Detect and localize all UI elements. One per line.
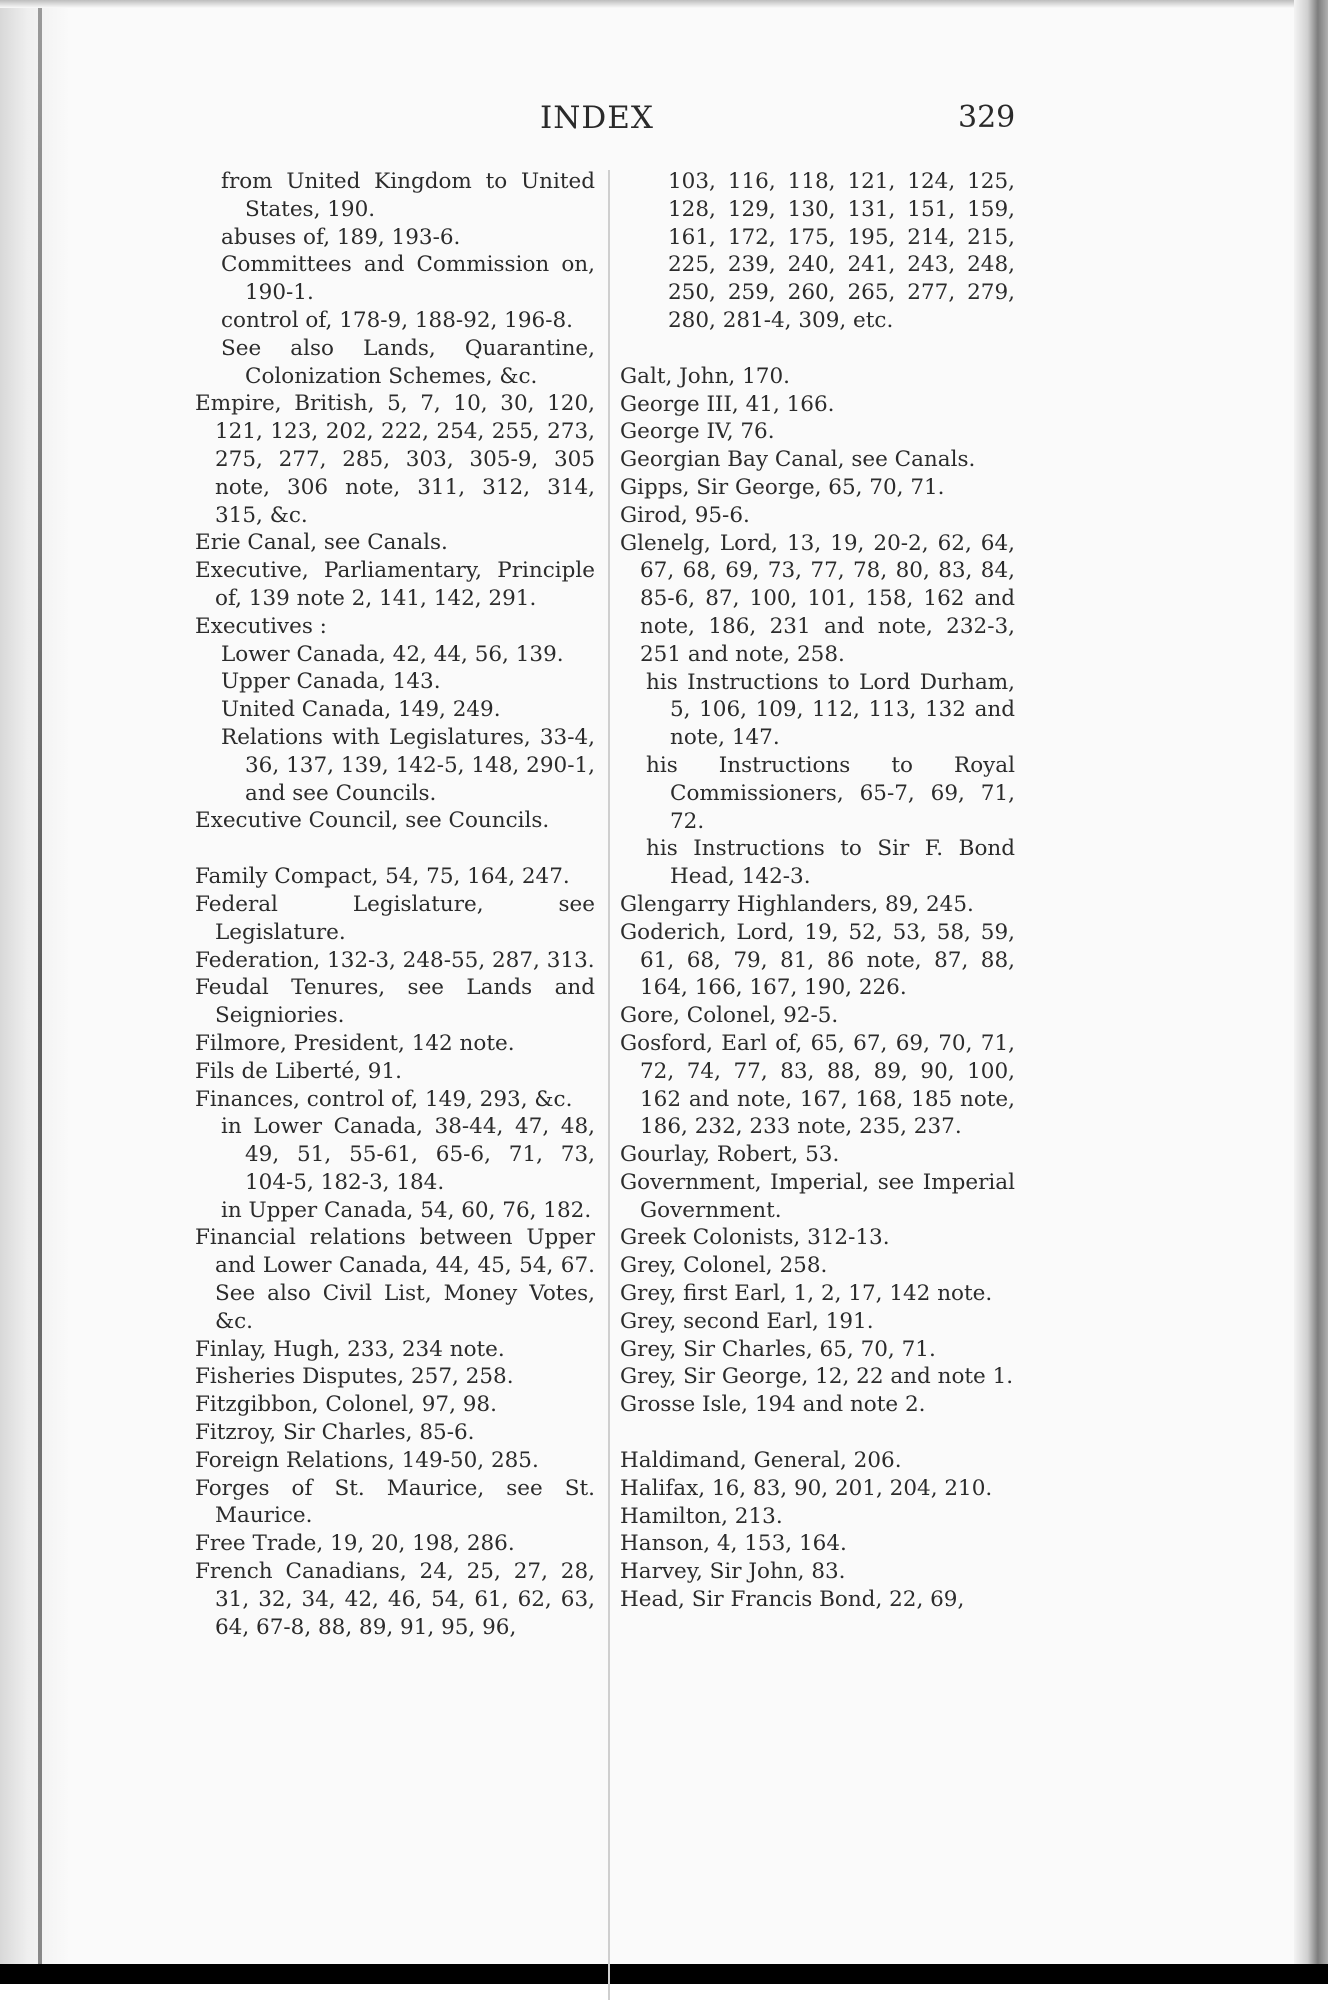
index-entry: Grey, first Earl, 1, 2, 17, 142 note.	[620, 1281, 993, 1307]
index-entry: Executive Council, see Councils.	[195, 808, 550, 834]
index-entry: Greek Colonists, 312-13.	[620, 1225, 890, 1251]
index-subentry: Committees and Commission on, 190-1.	[221, 252, 595, 306]
page-right-edge	[1294, 0, 1328, 1984]
index-entry: Grey, Sir George, 12, 22 and note 1.	[620, 1364, 1014, 1390]
book-gutter-line	[38, 0, 42, 1984]
book-spine-shadow	[0, 0, 70, 1984]
index-entry: Gosford, Earl of, 65, 67, 69, 70, 71, 72, 74, 77, 83, 88, 89, 90, 100, 162 and note, 167, 168, 185 note, 186, 232, 233 note, 235, 237.	[620, 1030, 1015, 1140]
index-section-gap	[195, 835, 595, 863]
index-entry: Filmore, President, 142 note.	[195, 1030, 515, 1056]
index-entry: Executives :	[195, 613, 327, 639]
index-entry: Fisheries Disputes, 257, 258.	[195, 1364, 514, 1390]
index-entry: George IV, 76.	[620, 419, 775, 445]
index-section-gap	[620, 1419, 1015, 1447]
index-entry: Hamilton, 213.	[620, 1503, 783, 1529]
index-column-left	[195, 168, 595, 1641]
index-entry: Grey, Sir Charles, 65, 70, 71.	[620, 1336, 936, 1362]
index-entry: Goderich, Lord, 19, 52, 53, 58, 59, 61, 68, 79, 81, 86 note, 87, 88, 164, 166, 167, 190, 226.	[620, 919, 1015, 1001]
index-entry: Gore, Colonel, 92-5.	[620, 1003, 839, 1029]
index-entry: Gipps, Sir George, 65, 70, 71.	[620, 474, 945, 500]
index-entry: Head, Sir Francis Bond, 22, 69,	[620, 1587, 965, 1613]
index-entry: Georgian Bay Canal, see Canals.	[620, 447, 976, 473]
index-entry: French Canadians, 24, 25, 27, 28, 31, 32, 34, 42, 46, 54, 61, 62, 63, 64, 67-8, 88, 89, 91, 95, 96,	[195, 1559, 595, 1640]
index-entry: Fitzgibbon, Colonel, 97, 98.	[195, 1392, 497, 1418]
index-entry: Grosse Isle, 194 and note 2.	[620, 1392, 926, 1418]
page-number: 329	[958, 100, 1016, 135]
index-entry: Haldimand, General, 206.	[620, 1448, 902, 1474]
index-entry: Family Compact, 54, 75, 164, 247.	[195, 864, 570, 890]
index-subentry: in Upper Canada, 54, 60, 76, 182.	[221, 1197, 592, 1223]
page-bottom-edge	[0, 1964, 1328, 1984]
page-top-edge	[0, 0, 1328, 8]
index-entry: Feudal Tenures, see Lands and Seigniories.	[195, 975, 595, 1029]
index-subentry: See also Lands, Quarantine, Colonization Schemes, &c.	[221, 335, 595, 389]
index-entry: Hanson, 4, 153, 164.	[620, 1531, 847, 1557]
index-entry: Glengarry Highlanders, 89, 245.	[620, 891, 974, 917]
index-entry: Grey, second Earl, 191.	[620, 1308, 874, 1334]
running-header-title: INDEX	[540, 100, 654, 136]
column-divider	[608, 170, 610, 2000]
index-entry: Finances, control of, 149, 293, &c.	[195, 1086, 573, 1112]
index-entry: Federation, 132-3, 248-55, 287, 313.	[195, 947, 595, 973]
index-entry: George III, 41, 166.	[620, 391, 835, 417]
index-subentry: in Lower Canada, 38-44, 47, 48, 49, 51, 55-61, 65-6, 71, 73, 104-5, 182-3, 184.	[221, 1114, 595, 1195]
index-subentry: Upper Canada, 143.	[221, 669, 441, 695]
index-entry: Free Trade, 19, 20, 198, 286.	[195, 1531, 515, 1557]
index-entry: Fitzroy, Sir Charles, 85-6.	[195, 1420, 475, 1446]
index-entry: Fils de Liberté, 91.	[195, 1058, 403, 1084]
index-entry: Financial relations between Upper and Lower Canada, 44, 45, 54, 67. See also Civil List, Money Votes, &c.	[195, 1225, 595, 1334]
index-entry: Executive, Parliamentary, Principle of, 139 note 2, 141, 142, 291.	[195, 558, 595, 611]
index-subentry: his Instructions to Lord Durham, 5, 106, 109, 112, 113, 132 and note, 147.	[646, 669, 1015, 751]
index-entry: Federal Legislature, see Legislature.	[195, 891, 595, 945]
index-entry: Government, Imperial, see Imperial Government.	[620, 1169, 1015, 1223]
index-entry: Finlay, Hugh, 233, 234 note.	[195, 1336, 505, 1362]
index-entry: Foreign Relations, 149-50, 285.	[195, 1447, 539, 1473]
index-column-right	[620, 168, 1015, 1614]
index-entry: Empire, British, 5, 7, 10, 30, 120, 121, 123, 202, 222, 254, 255, 273, 275, 277, 285, 303, 305-9, 305 note, 306 note, 311, 312, 314, 315, &c.	[195, 391, 595, 528]
index-entry: Harvey, Sir John, 83.	[620, 1559, 846, 1585]
index-subentry: from United Kingdom to United States, 190.	[221, 169, 595, 222]
index-entry: Girod, 95-6.	[620, 502, 750, 528]
index-section-gap	[620, 335, 1015, 363]
index-subentry: abuses of, 189, 193-6.	[221, 224, 461, 250]
index-entry: Gourlay, Robert, 53.	[620, 1142, 840, 1168]
index-entry: Grey, Colonel, 258.	[620, 1253, 828, 1279]
index-subentry: control of, 178-9, 188-92, 196-8.	[221, 307, 573, 333]
index-entry: Halifax, 16, 83, 90, 201, 204, 210.	[620, 1475, 993, 1501]
index-entry: Galt, John, 170.	[620, 363, 790, 389]
index-subentry: his Instructions to Royal Commissioners, 65-7, 69, 71, 72.	[646, 752, 1015, 834]
index-subentry: his Instructions to Sir F. Bond Head, 142-3.	[646, 836, 1015, 890]
index-subentry: United Canada, 149, 249.	[221, 697, 501, 723]
index-entry: Glenelg, Lord, 13, 19, 20-2, 62, 64, 67, 68, 69, 73, 77, 78, 80, 83, 84, 85-6, 87, 100, 101, 158, 162 and note, 186, 231 and note, 232-3, 251 and note, 258.	[620, 530, 1015, 667]
index-subentry: Lower Canada, 42, 44, 56, 139.	[221, 641, 564, 667]
index-subentry: Relations with Legislatures, 33-4, 36, 137, 139, 142-5, 148, 290-1, and see Councils.	[221, 724, 595, 806]
index-entry: Erie Canal, see Canals.	[195, 530, 448, 556]
index-entry: Forges of St. Maurice, see St. Maurice.	[195, 1475, 595, 1529]
index-subentry: 103, 116, 118, 121, 124, 125, 128, 129, 130, 131, 151, 159, 161, 172, 175, 195, 214, 215, 225, 239, 240, 241, 243, 248, 250, 259, 260, 265, 277, 279, 280, 281-4, 309, etc.	[668, 169, 1015, 333]
